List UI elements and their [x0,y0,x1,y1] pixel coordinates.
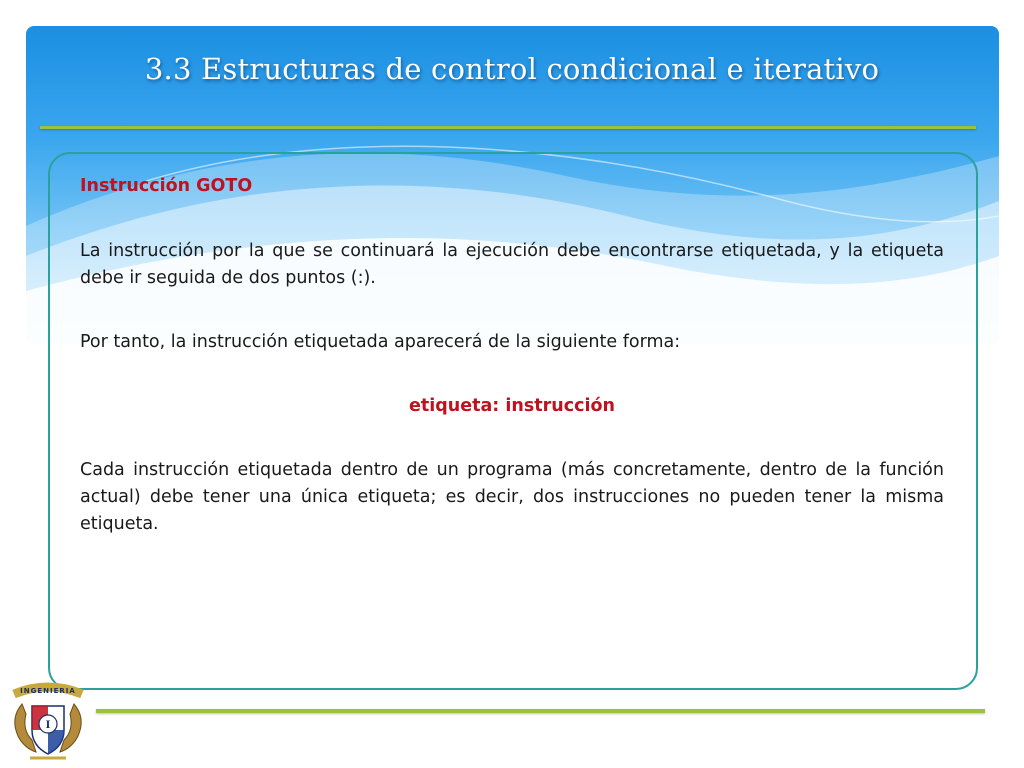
paragraph-label-rule: La instrucción por la que se continuará la ejecución debe encontrarse etiquetada, y la etiqueta debe ir seguida de dos puntos (:). [80,241,944,288]
slide-title: 3.3 Estructuras de control condicional e iterativo [144,52,880,86]
svg-text:I: I [45,720,51,731]
paragraph-form-intro: Por tanto, la instrucción etiquetada aparecerá de la siguiente forma: [80,332,681,352]
faculty-crest-icon [8,678,88,766]
syntax-example: etiqueta: instrucción [409,396,615,416]
paragraph-unique-label: Cada instrucción etiquetada dentro de un programa (más concretamente, dentro de la función actual) debe tener una única etiqueta; es decir, dos instrucciones no pueden tener la misma etiqueta. [80,460,944,534]
footer-divider [96,709,985,713]
content-body [80,173,944,575]
logo-text: INGENIERIA [20,687,76,695]
title-divider [40,126,976,129]
section-heading: Instrucción GOTO [80,176,253,196]
